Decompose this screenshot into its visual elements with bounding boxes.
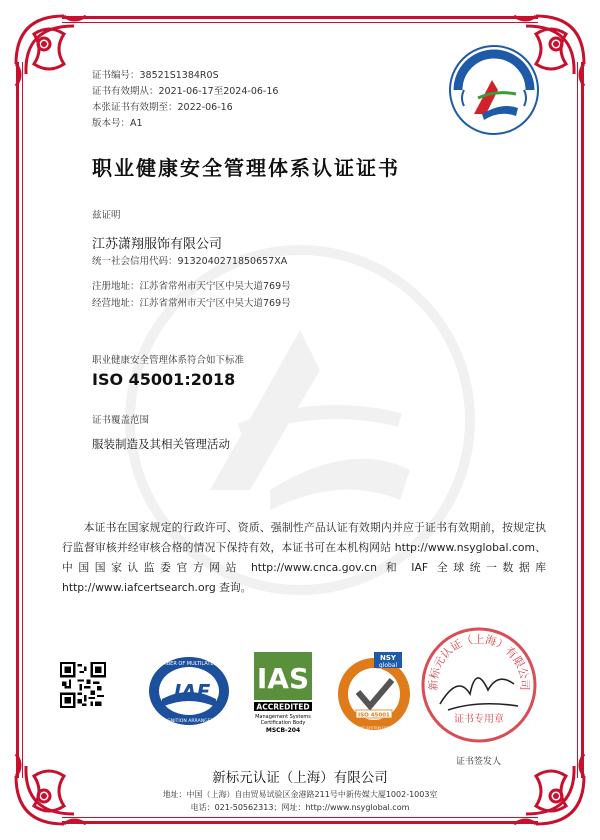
- certify-label: 兹证明: [92, 210, 121, 221]
- nsy-iso: ISO 45001: [358, 712, 390, 719]
- signer-label: 证书签发人: [456, 757, 502, 767]
- scope-value: 服装制造及其相关管理活动: [92, 437, 230, 451]
- frame-border-top-inner: [62, 22, 538, 23]
- ias-code: MSCB-204: [265, 727, 301, 734]
- scope-label: 证书覆盖范围: [92, 415, 150, 426]
- nsy-cert-badge-icon: [334, 652, 414, 732]
- iaf-badge-icon: [148, 655, 230, 727]
- standard-label: 职业健康安全管理体系符合如下标准: [92, 355, 245, 366]
- certificate-title: 职业健康安全管理体系认证证书: [92, 156, 400, 180]
- iaf-ring-bottom: RECOGNITION ARRANGEMENT: [154, 719, 224, 724]
- frame-border-bottom: [62, 821, 538, 824]
- frame-border-right: [581, 62, 584, 778]
- nsy-top: NSY: [380, 654, 396, 662]
- frame-border-right-inner: [577, 62, 578, 778]
- frame-border-left-inner: [22, 62, 23, 778]
- nsy-ring: MANAGEMENT SYSTEM CERTIFICATION: [339, 726, 409, 730]
- frame-border-bottom-inner: [62, 817, 538, 818]
- validity-notice: 本证书在国家规定的行政许可、资质、强制性产品认证有效期内并应于证书有效期前，按规定执行监督审核并经审核合格的情况下保持有效，本证书可在本机构网站 http://www.nsyglobal.com、中国国家认监委官方网站 http://www.cnca.gov.cn 和 IAF 全球统一数据库 http://www.iafcertsearch.org 查询。: [62, 521, 546, 594]
- version-number: 版本号：A1: [92, 118, 143, 129]
- ias-sub2: Certification Body: [260, 720, 306, 726]
- ias-accredited: ACCREDITED: [256, 702, 310, 712]
- seal-ring-text: 新标元认证（上海）有限公司: [426, 632, 532, 691]
- credit-code: 统一社会信用代码：9132040271850657XA: [92, 256, 288, 267]
- ias-text: IAS: [256, 662, 310, 695]
- company-name: 江苏潇翔服饰有限公司: [92, 237, 223, 252]
- ias-badge-icon: [250, 652, 316, 736]
- certificate-meta: [92, 68, 278, 132]
- certificate-number: 证书编号：38521S1384R0S: [92, 70, 219, 81]
- standard-name: ISO 45001:2018: [92, 370, 236, 389]
- business-address: 经营地址：江苏省常州市天宁区中吴大道769号: [92, 298, 291, 309]
- current-validity: 本张证书有效期至：2022-06-16: [92, 102, 233, 113]
- nsy-global: global: [378, 662, 398, 669]
- logo-text: 新标元: [479, 64, 509, 75]
- frame-border-left: [16, 62, 19, 778]
- registered-address: 注册地址：江苏省常州市天宁区中吴大道769号: [92, 281, 291, 292]
- iaf-ring-top: MEMBER OF MULTILATERAL: [154, 661, 224, 667]
- seal-center-text: 证书专用章: [454, 714, 504, 725]
- ias-sub1: Management Systems: [255, 714, 311, 720]
- footer-contact: 电话：021-50562313；网址：http://www.nsyglobal.com: [190, 803, 410, 812]
- company-seal-icon: [418, 624, 540, 746]
- certificate-validity: 证书有效期从：2021-06-17至2024-06-16: [92, 86, 279, 97]
- footer-company: 新标元认证（上海）有限公司: [212, 770, 388, 786]
- nsy-logo-icon: [448, 44, 540, 136]
- frame-border-top: [62, 16, 538, 19]
- footer-address: 地址：中国（上海）自由贸易试验区金港路211号中新传媒大厦1002-1003室: [162, 790, 438, 799]
- qr-code-icon: [60, 662, 106, 708]
- iaf-text: IAF: [173, 680, 211, 704]
